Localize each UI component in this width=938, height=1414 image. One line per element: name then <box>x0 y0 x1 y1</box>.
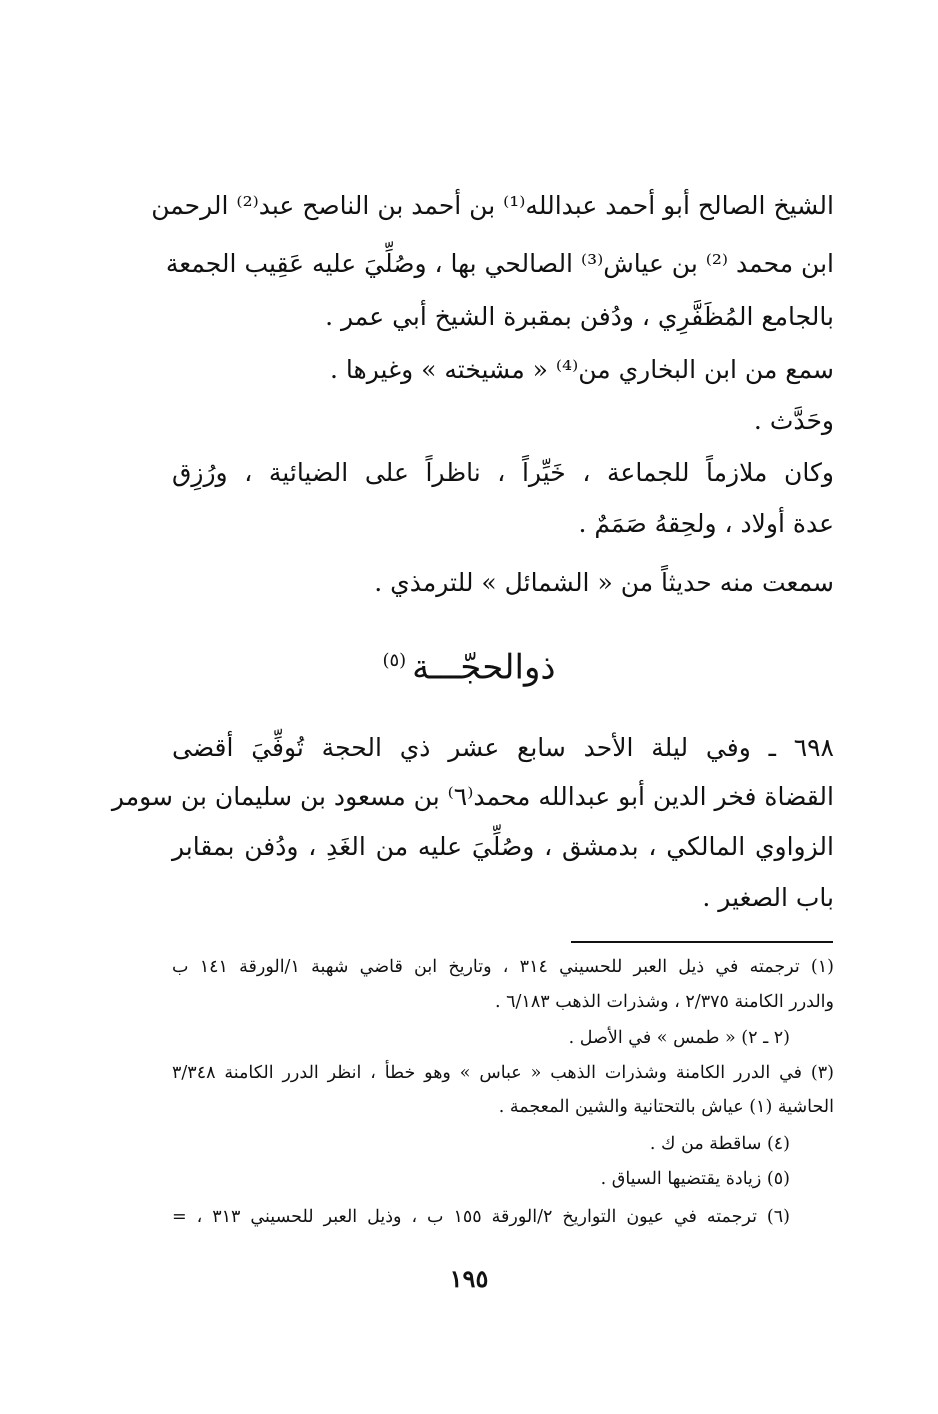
footnote-line: (٥) زيادة يقتضيها السياق . <box>600 1169 790 1189</box>
footnote-line: (٤) ساقطة من ك . <box>649 1134 790 1154</box>
body-line: ابن محمد ⁽²⁾ بن عياش⁽³⁾ الصالحي بها ، وصُلِّيَ عليه عَقِيب الجمعة <box>165 249 834 278</box>
heading-footnote-mark: (٥) <box>382 650 407 671</box>
heading-text: ذوالحجّـــة <box>412 647 556 688</box>
footnote-divider <box>571 941 833 943</box>
footnote-line: الحاشية (١) عياش بالتحتانية والشين المعجمة . <box>498 1097 834 1117</box>
body-line: بالجامع المُظَفَّرِي ، ودُفن بمقبرة الشيخ أبي عمر . <box>325 302 834 331</box>
body-line: سمع من ابن البخاري من⁽⁴⁾ « مشيخته » وغيرها . <box>330 355 834 384</box>
footnote-line: (١) ترجمته في ذيل العبر للحسيني ٣١٤ ، وتاريخ ابن قاضي شهبة ١/الورقة ١٤١ ب <box>172 957 834 977</box>
footnote-line: والدرر الكامنة ٢/٣٧٥ ، وشذرات الذهب ٦/١٨٣ . <box>494 992 834 1012</box>
body-line: القضاة فخر الدين أبو عبدالله محمد⁽٦⁾ بن مسعود بن سليمان بن سومر <box>111 782 834 811</box>
footnote-line: (٢ ـ ٢) « طمس » في الأصل . <box>568 1028 790 1048</box>
section-heading <box>0 636 938 692</box>
body-line: عدة أولاد ، ولحِقهُ صَمَمٌ . <box>578 509 834 538</box>
body-line: وكان ملازماً للجماعة ، خَيِّراً ، ناظراً على الضيائية ، ورُزِق <box>172 458 834 487</box>
body-line: وحَدَّث . <box>753 406 834 435</box>
body-line: باب الصغير . <box>702 883 834 912</box>
body-line: الشيخ الصالح أبو أحمد عبدالله⁽¹⁾ بن أحمد بن الناصح عبد⁽²⁾ الرحمن <box>151 191 834 220</box>
footnote-line: (٣) في الدرر الكامنة وشذرات الذهب « عباس » وهو خطأ ، انظر الدرر الكامنة ٣/٣٤٨ <box>172 1063 834 1083</box>
body-line: ٦٩٨ ـ وفي ليلة الأحد سابع عشر ذي الحجة تُوفِّيَ أقضى <box>172 733 834 762</box>
body-line: سمعت منه حديثاً من « الشمائل » للترمذي . <box>374 568 834 597</box>
page-number: ١٩٥ <box>449 1264 489 1293</box>
body-line: الزواوي المالكي ، بدمشق ، وصُلِّيَ عليه من الغَدِ ، ودُفن بمقابر <box>172 832 834 861</box>
footnote-line: (٦) ترجمته في عيون التواريخ ٢/الورقة ١٥٥ ب ، وذيل العبر للحسيني ٣١٣ ، = <box>172 1207 790 1227</box>
